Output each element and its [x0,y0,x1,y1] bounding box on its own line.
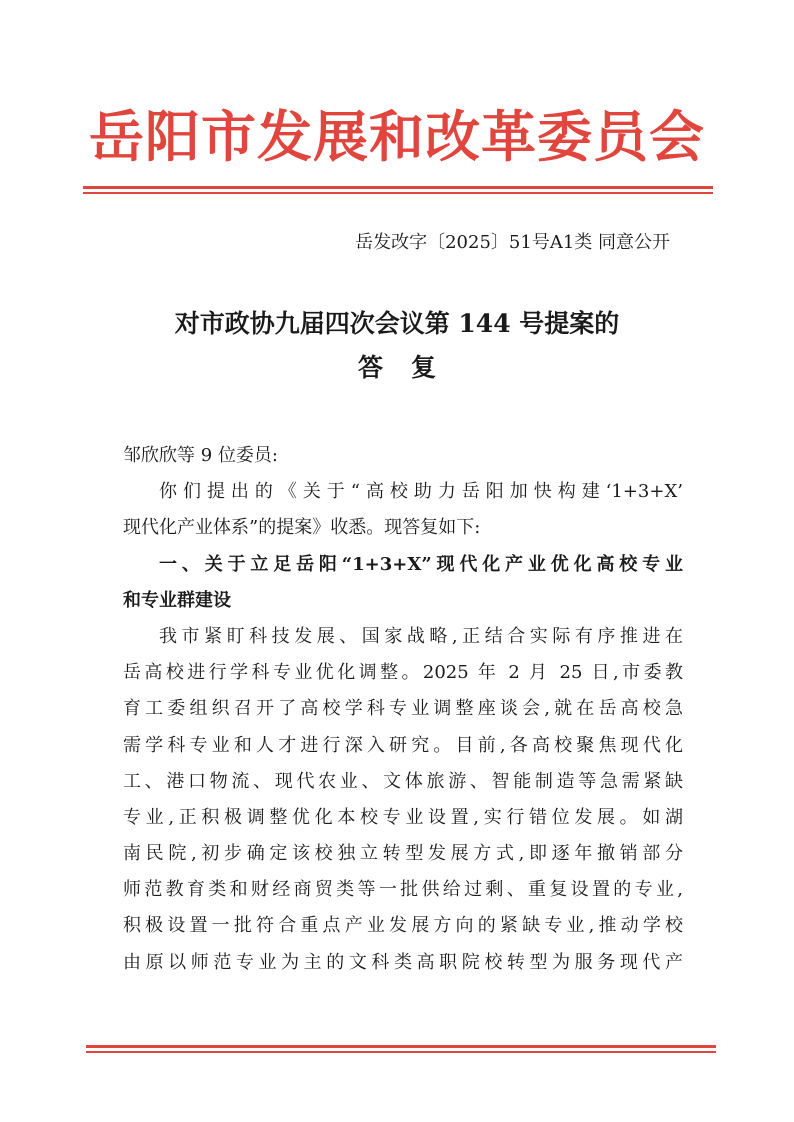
paragraph-line: 需学科专业和人才进行深入研究。目前,各高校聚焦现代化 [123,734,683,756]
document-title-line-1: 对市政协九届四次会议第 144 号提案的 [174,309,620,338]
header-rule-thick [83,186,713,189]
footer-rule-thick [86,1045,716,1048]
section-heading-line: 一、关于立足岳阳“1+3+X”现代化产业优化高校专业 [159,553,683,575]
paragraph-line: 南民院,初步确定该校独立转型发展方式,即逐年撤销部分 [123,843,683,865]
agency-name: 岳阳市发展和改革委员会 [88,104,705,169]
section-heading-line: 和专业群建设 [123,589,231,611]
document-body [123,438,683,981]
paragraph-line: 积极设置一批符合重点产业发展方向的紧缺专业,推动学校 [123,915,683,937]
paragraph-line: 工、港口物流、现代农业、文体旅游、智能制造等急需紧缺 [123,770,683,792]
salutation: 邹欣欣等 9 位委员: [123,445,278,466]
paragraph-line: 你们提出的《关于“高校助力岳阳加快构建‘1+3+X’ [159,481,683,503]
paragraph-line: 专业,正积极调整优化本校专业设置,实行错位发展。如湖 [123,806,683,828]
paragraph-line: 育工委组织召开了高校学科专业调整座谈会,就在岳高校急 [123,698,683,720]
paragraph-line: 我市紧盯科技发展、国家战略,正结合实际有序推进在 [159,625,683,647]
document-title-line-2: 答复 [357,353,464,382]
paragraph-line: 现代化产业体系”的提案》收悉。现答复如下: [123,517,481,539]
footer-rule-thin [86,1051,716,1053]
header-rule-thin [83,192,713,194]
paragraph-line: 由原以师范专业为主的文科类高职院校转型为服务现代产 [123,951,683,973]
document-number: 岳发改字〔2025〕51号A1类 同意公开 [355,232,670,253]
paragraph-line: 岳高校进行学科专业优化调整。2025 年 2 月 25 日,市委教 [123,662,683,684]
paragraph-line: 师范教育类和财经商贸类等一批供给过剩、重复设置的专业, [123,879,683,901]
